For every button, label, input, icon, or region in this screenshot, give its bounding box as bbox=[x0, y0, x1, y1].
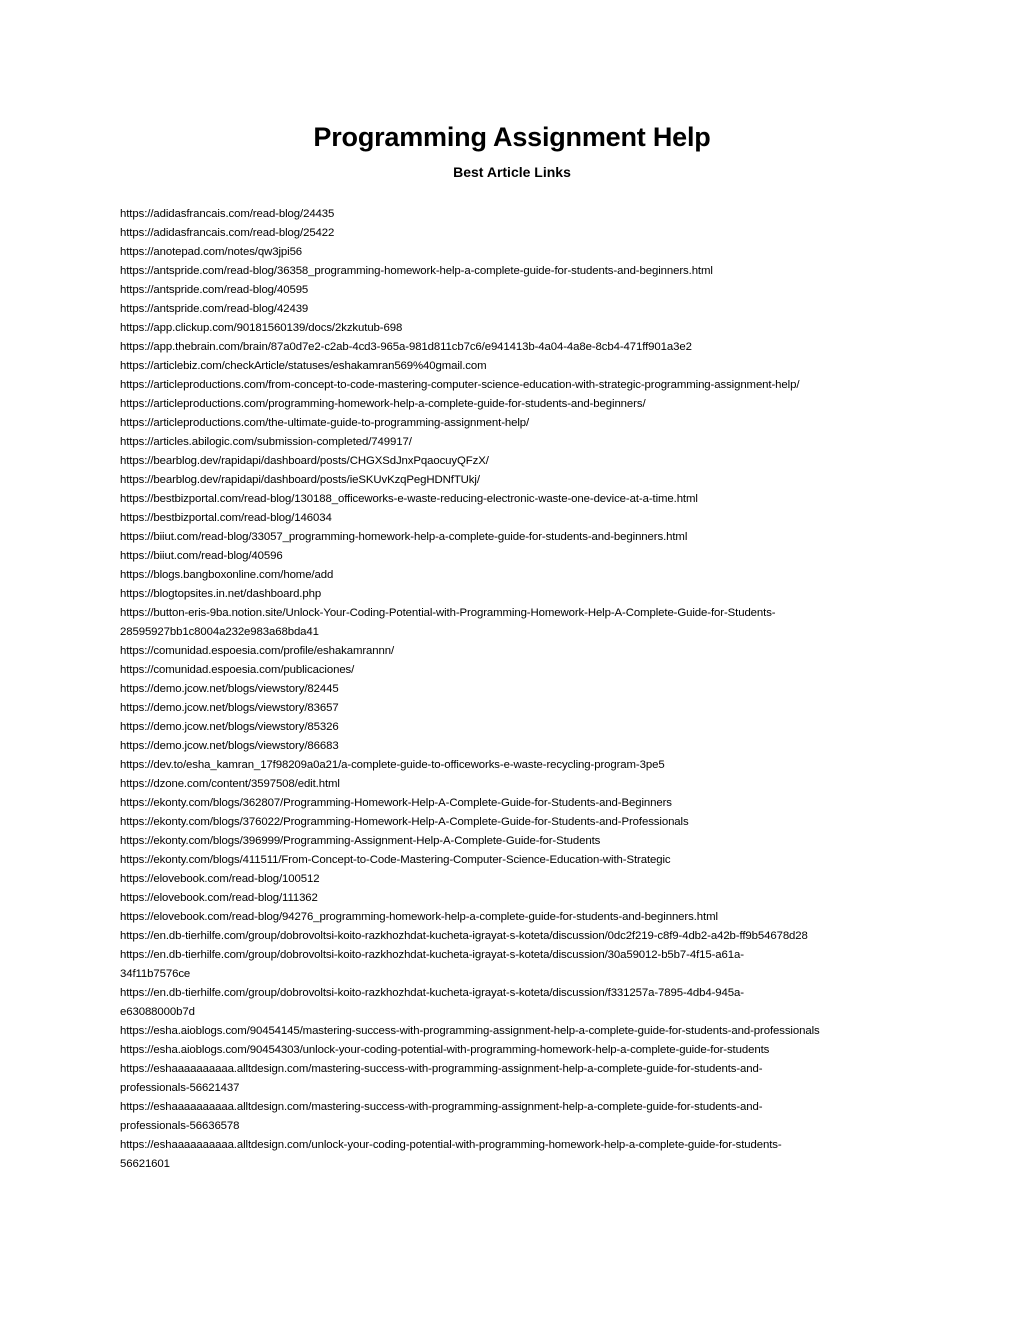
article-link[interactable]: https://elovebook.com/read-blog/94276_programming-homework-help-a-complete-guide-for-students-and-beginners.html bbox=[120, 911, 718, 923]
article-link[interactable]: https://ekonty.com/blogs/396999/Programming-Assignment-Help-A-Complete-Guide-for-Students bbox=[120, 835, 601, 847]
article-link[interactable]: https://elovebook.com/read-blog/111362 bbox=[120, 892, 318, 904]
list-item bbox=[120, 984, 820, 1022]
article-link[interactable]: https://antspride.com/read-blog/40595 bbox=[120, 284, 309, 296]
article-link[interactable]: https://elovebook.com/read-blog/100512 bbox=[120, 873, 320, 885]
article-link[interactable]: https://antspride.com/read-blog/36358_programming-homework-help-a-complete-guide-for-students-and-beginners.html bbox=[120, 265, 713, 277]
article-link[interactable]: https://demo.jcow.net/blogs/viewstory/82445 bbox=[120, 683, 339, 695]
list-item bbox=[120, 471, 820, 490]
article-link[interactable]: https://button-eris-9ba.notion.site/Unlock-Your-Coding-Potential-with-Programming-Homework-Help-A-Complete-Guide-for-Students- 28595927bb1c8004a232e983a68bda41 bbox=[120, 607, 776, 638]
list-item bbox=[120, 509, 820, 528]
list-item bbox=[120, 433, 820, 452]
document-title: Programming Assignment Help bbox=[313, 122, 711, 152]
article-link[interactable]: https://adidasfrancais.com/read-blog/24435 bbox=[120, 208, 335, 220]
article-link[interactable]: https://en.db-tierhilfe.com/group/dobrovoltsi-koito-razkhozhdat-kucheta-igrayat-s-koteta/discussion/0dc2f219-c8f9-4db2-a42b-ff9b54678d28 bbox=[120, 930, 808, 942]
list-item bbox=[120, 661, 820, 680]
article-link-list bbox=[120, 205, 820, 1174]
list-item bbox=[120, 357, 820, 376]
list-item bbox=[120, 775, 820, 794]
article-link[interactable]: https://bestbizportal.com/read-blog/146034 bbox=[120, 512, 332, 524]
article-link[interactable]: https://app.thebrain.com/brain/87a0d7e2-c2ab-4cd3-965a-981d811cb7c6/e941413b-4a04-4a8e-8cb4-471ff901a3e2 bbox=[120, 341, 692, 353]
list-item bbox=[120, 566, 820, 585]
article-link[interactable]: https://en.db-tierhilfe.com/group/dobrovoltsi-koito-razkhozhdat-kucheta-igrayat-s-koteta/discussion/30a59012-b5b7-4f15-a61a- 34f11b7576ce bbox=[120, 949, 744, 980]
article-link[interactable]: https://comunidad.espoesia.com/publicaciones/ bbox=[120, 664, 355, 676]
list-item bbox=[120, 642, 820, 661]
article-link[interactable]: https://articleproductions.com/the-ultimate-guide-to-programming-assignment-help/ bbox=[120, 417, 530, 429]
list-item bbox=[120, 1098, 820, 1136]
list-item bbox=[120, 908, 820, 927]
article-link[interactable]: https://eshaaaaaaaaaa.alltdesign.com/unlock-your-coding-potential-with-programming-homework-help-a-complete-guide-for-students- 56621601 bbox=[120, 1139, 782, 1170]
article-link[interactable]: https://articleproductions.com/from-concept-to-code-mastering-computer-science-education-with-strategic-programming-assignment-help/ bbox=[120, 379, 800, 391]
list-item bbox=[120, 585, 820, 604]
list-item bbox=[120, 205, 820, 224]
list-item bbox=[120, 699, 820, 718]
article-link[interactable]: https://biiut.com/read-blog/40596 bbox=[120, 550, 283, 562]
article-link[interactable]: https://ekonty.com/blogs/376022/Programming-Homework-Help-A-Complete-Guide-for-Students-and-Professionals bbox=[120, 816, 689, 828]
article-link[interactable]: https://eshaaaaaaaaaa.alltdesign.com/mastering-success-with-programming-assignment-help-a-complete-guide-for-students-and- professionals-56621437 bbox=[120, 1063, 763, 1094]
article-link[interactable]: https://articlebiz.com/checkArticle/statuses/eshakamran569%40gmail.com bbox=[120, 360, 487, 372]
list-item bbox=[120, 851, 820, 870]
article-link[interactable]: https://dev.to/esha_kamran_17f98209a0a21/a-complete-guide-to-officeworks-e-waste-recycling-program-3pe5 bbox=[120, 759, 665, 771]
list-item bbox=[120, 262, 820, 281]
document-subtitle: Best Article Links bbox=[453, 164, 571, 180]
list-item bbox=[120, 889, 820, 908]
article-link[interactable]: https://antspride.com/read-blog/42439 bbox=[120, 303, 309, 315]
article-link[interactable]: https://biiut.com/read-blog/33057_programming-homework-help-a-complete-guide-for-students-and-beginners.html bbox=[120, 531, 688, 543]
list-item bbox=[120, 680, 820, 699]
list-item bbox=[120, 281, 820, 300]
list-item bbox=[120, 243, 820, 262]
list-item bbox=[120, 547, 820, 566]
list-item bbox=[120, 490, 820, 509]
list-item bbox=[120, 604, 820, 642]
article-link[interactable]: https://anotepad.com/notes/qw3jpi56 bbox=[120, 246, 303, 258]
article-link[interactable]: https://app.clickup.com/90181560139/docs/2kzkutub-698 bbox=[120, 322, 403, 334]
list-item bbox=[120, 1136, 820, 1174]
list-item bbox=[120, 870, 820, 889]
article-link[interactable]: https://adidasfrancais.com/read-blog/25422 bbox=[120, 227, 335, 239]
article-link[interactable]: https://bearblog.dev/rapidapi/dashboard/posts/CHGXSdJnxPqaocuyQFzX/ bbox=[120, 455, 489, 467]
article-link[interactable]: https://esha.aioblogs.com/90454145/mastering-success-with-programming-assignment-help-a-complete-guide-for-students-and-professionals bbox=[120, 1025, 820, 1037]
list-item bbox=[120, 813, 820, 832]
list-item bbox=[120, 528, 820, 547]
article-link[interactable]: https://eshaaaaaaaaaa.alltdesign.com/mastering-success-with-programming-assignment-help-a-complete-guide-for-students-and- professionals-56636578 bbox=[120, 1101, 763, 1132]
list-item bbox=[120, 1060, 820, 1098]
list-item bbox=[120, 832, 820, 851]
article-link[interactable]: https://dzone.com/content/3597508/edit.html bbox=[120, 778, 340, 790]
list-item bbox=[120, 794, 820, 813]
article-link[interactable]: https://ekonty.com/blogs/411511/From-Concept-to-Code-Mastering-Computer-Science-Education-with-Strategic bbox=[120, 854, 671, 866]
article-link[interactable]: https://articles.abilogic.com/submission-completed/749917/ bbox=[120, 436, 412, 448]
list-item bbox=[120, 1022, 820, 1041]
list-item bbox=[120, 319, 820, 338]
article-link[interactable]: https://bestbizportal.com/read-blog/130188_officeworks-e-waste-reducing-electronic-waste-one-device-at-a-time.html bbox=[120, 493, 698, 505]
list-item bbox=[120, 395, 820, 414]
article-link[interactable]: https://blogs.bangboxonline.com/home/add bbox=[120, 569, 334, 581]
list-item bbox=[120, 946, 820, 984]
list-item bbox=[120, 376, 820, 395]
list-item bbox=[120, 927, 820, 946]
list-item bbox=[120, 756, 820, 775]
list-item bbox=[120, 718, 820, 737]
article-link[interactable]: https://ekonty.com/blogs/362807/Programming-Homework-Help-A-Complete-Guide-for-Students-and-Beginners bbox=[120, 797, 672, 809]
article-link[interactable]: https://demo.jcow.net/blogs/viewstory/86683 bbox=[120, 740, 339, 752]
list-item bbox=[120, 414, 820, 433]
list-item bbox=[120, 338, 820, 357]
article-link[interactable]: https://en.db-tierhilfe.com/group/dobrovoltsi-koito-razkhozhdat-kucheta-igrayat-s-koteta/discussion/f331257a-7895-4db4-945a- e63088000b7d bbox=[120, 987, 744, 1018]
article-link[interactable]: https://bearblog.dev/rapidapi/dashboard/posts/ieSKUvKzqPegHDNfTUkj/ bbox=[120, 474, 480, 486]
article-link[interactable]: https://demo.jcow.net/blogs/viewstory/85326 bbox=[120, 721, 339, 733]
article-link[interactable]: https://blogtopsites.in.net/dashboard.php bbox=[120, 588, 322, 600]
list-item bbox=[120, 224, 820, 243]
list-item bbox=[120, 452, 820, 471]
article-link[interactable]: https://comunidad.espoesia.com/profile/eshakamrannn/ bbox=[120, 645, 395, 657]
article-link[interactable]: https://esha.aioblogs.com/90454303/unlock-your-coding-potential-with-programming-homework-help-a-complete-guide-for-students bbox=[120, 1044, 770, 1056]
list-item bbox=[120, 1041, 820, 1060]
article-link[interactable]: https://articleproductions.com/programming-homework-help-a-complete-guide-for-students-and-beginners/ bbox=[120, 398, 646, 410]
list-item bbox=[120, 737, 820, 756]
list-item bbox=[120, 300, 820, 319]
article-link[interactable]: https://demo.jcow.net/blogs/viewstory/83657 bbox=[120, 702, 339, 714]
